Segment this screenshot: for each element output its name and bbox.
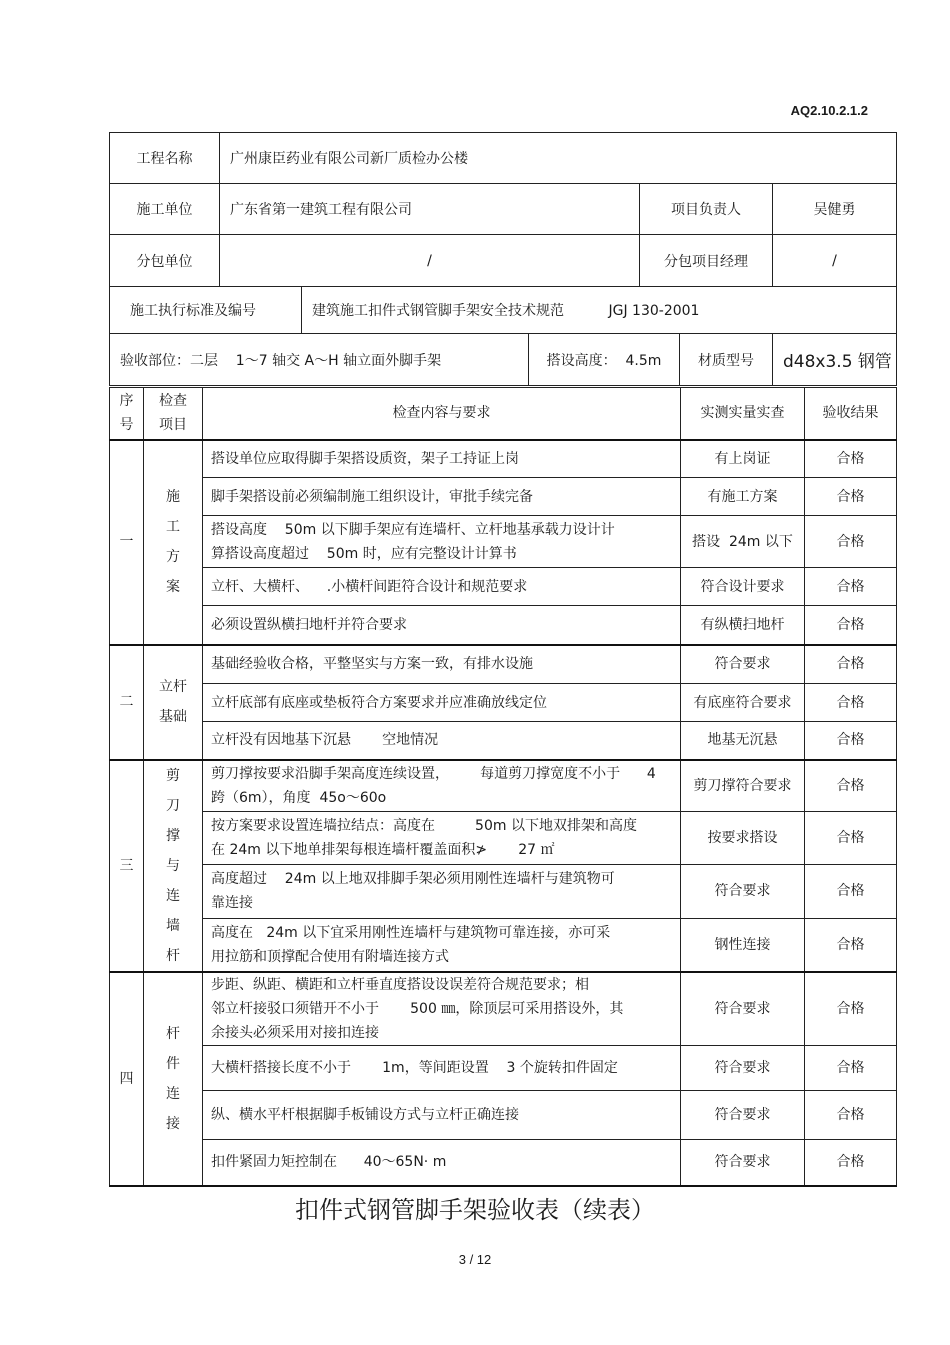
head-item: 检查 项目 (144, 388, 203, 440)
accept-part: 验收部位：二层 1～7 轴交 A～H 轴立面外脚手架 (110, 334, 529, 386)
actual-check: 符合要求 (681, 645, 805, 684)
check-content: 基础经验收合格，平整坚实与方案一致，有排水设施 (203, 645, 681, 684)
table-row (110, 440, 897, 478)
acceptance-result: 合格 (805, 568, 897, 606)
contractor: 广东省第一建筑工程有限公司 (220, 184, 640, 235)
table-row (110, 606, 897, 645)
actual-check: 按要求搭设 (681, 811, 805, 864)
table-row (110, 684, 897, 722)
actual-check: 钢性连接 (681, 918, 805, 971)
standard: 建筑施工扣件式钢管脚手架安全技术规范 JGJ 130-2001 (302, 287, 897, 334)
standard-label: 施工执行标准及编号 (110, 287, 302, 334)
section-number: 四 (110, 972, 144, 1187)
acceptance-result: 合格 (805, 478, 897, 516)
table-row (110, 478, 897, 516)
head-result: 验收结果 (805, 388, 897, 440)
actual-check: 符合要求 (681, 972, 805, 1046)
acceptance-result: 合格 (805, 1045, 897, 1090)
project-manager: 吴健勇 (773, 184, 897, 235)
subcontractor-label: 分包单位 (110, 235, 220, 287)
acceptance-result: 合格 (805, 1090, 897, 1139)
check-content: 大横杆搭接长度不小于 1m，等间距设置 3 个旋转扣件固定 (203, 1045, 681, 1090)
check-content: 立杆、大横杆、 .小横杆间距符合设计和规范要求 (203, 568, 681, 606)
table-row (110, 811, 897, 864)
table-row (110, 645, 897, 684)
actual-check: 有底座符合要求 (681, 684, 805, 722)
section-item: 立杆 基础 (144, 645, 203, 760)
material-label: 材质型号 (680, 334, 773, 386)
acceptance-result: 合格 (805, 865, 897, 918)
table-row (110, 972, 897, 1046)
height-label: 搭设高度： 4.5m (529, 334, 680, 386)
actual-check: 有施工方案 (681, 478, 805, 516)
check-content: 扣件紧固力矩控制在 40～65N· m (203, 1139, 681, 1186)
project-name-label: 工程名称 (110, 133, 220, 184)
check-content: 搭设单位应取得脚手架搭设质资，架子工持证上岗 (203, 440, 681, 478)
check-content: 必须设置纵横扫地杆并符合要求 (203, 606, 681, 645)
table-row (110, 918, 897, 971)
table-row (110, 1090, 897, 1139)
acceptance-result: 合格 (805, 606, 897, 645)
check-content: 剪刀撑按要求沿脚手架高度连续设置， 每道剪刀撑宽度不小于 4 跨（6m），角度 45o～60o (203, 760, 681, 812)
acceptance-result: 合格 (805, 972, 897, 1046)
section-number: 三 (110, 760, 144, 972)
table-row (110, 760, 897, 812)
acceptance-result: 合格 (805, 516, 897, 568)
table-row (110, 722, 897, 760)
acceptance-result: 合格 (805, 684, 897, 722)
page-number: 3 / 12 (458, 1252, 492, 1267)
actual-check: 符合要求 (681, 1045, 805, 1090)
check-content: 纵、横水平杆根据脚手板铺设方式与立杆正确连接 (203, 1090, 681, 1139)
acceptance-result: 合格 (805, 811, 897, 864)
section-number: 一 (110, 440, 144, 645)
inspection-table (109, 387, 897, 1187)
check-content: 立杆没有因地基下沉悬 空地情况 (203, 722, 681, 760)
project-manager-label: 项目负责人 (640, 184, 773, 235)
actual-check: 有纵横扫地杆 (681, 606, 805, 645)
document-code: AQ2.10.2.1.2 (790, 103, 868, 118)
actual-check: 搭设 24m 以下 (681, 516, 805, 568)
check-content: 高度超过 24m 以上地双排脚手架必须用刚性连墙杆与建筑物可 靠连接 (203, 865, 681, 918)
sub-manager-label: 分包项目经理 (640, 235, 773, 287)
table-row (110, 1045, 897, 1090)
check-content: 按方案要求设置连墙拉结点：高度在 50m 以下地双排架和高度 在 24m 以下地单排架每根连墙杆覆盖面积≯ 27 ㎡ (203, 811, 681, 864)
actual-check: 地基无沉悬 (681, 722, 805, 760)
actual-check: 符合设计要求 (681, 568, 805, 606)
table-row (110, 865, 897, 918)
actual-check: 符合要求 (681, 865, 805, 918)
actual-check: 剪刀撑符合要求 (681, 760, 805, 812)
head-actual: 实测实量实查 (681, 388, 805, 440)
table-row (110, 1139, 897, 1186)
footer-title: 扣件式钢管脚手架验收表（续表） (295, 1196, 655, 1224)
table-row (110, 516, 897, 568)
acceptance-result: 合格 (805, 918, 897, 971)
acceptance-result: 合格 (805, 645, 897, 684)
material: d48x3.5 钢管 (773, 334, 897, 386)
contractor-label: 施工单位 (110, 184, 220, 235)
header-table (109, 132, 897, 386)
actual-check: 符合要求 (681, 1139, 805, 1186)
head-no: 序 号 (110, 388, 144, 440)
check-content: 脚手架搭设前必须编制施工组织设计，审批手续完备 (203, 478, 681, 516)
table-row (110, 568, 897, 606)
head-content: 检查内容与要求 (203, 388, 681, 440)
sub-manager: / (773, 235, 897, 287)
project-name: 广州康臣药业有限公司新厂质检办公楼 (220, 133, 897, 184)
check-content: 高度在 24m 以下宜采用刚性连墙杆与建筑物可靠连接，亦可采 用拉筋和顶撑配合使用有附墙连接方式 (203, 918, 681, 971)
section-number: 二 (110, 645, 144, 760)
actual-check: 符合要求 (681, 1090, 805, 1139)
check-content: 立杆底部有底座或垫板符合方案要求并应准确放线定位 (203, 684, 681, 722)
section-item: 施 工 方 案 (144, 440, 203, 645)
acceptance-result: 合格 (805, 760, 897, 812)
acceptance-result: 合格 (805, 722, 897, 760)
section-item: 剪 刀 撑 与 连 墙 杆 (144, 760, 203, 972)
check-content: 搭设高度 50m 以下脚手架应有连墙杆、立杆地基承载力设计计 算搭设高度超过 50m 时，应有完整设计计算书 (203, 516, 681, 568)
actual-check: 有上岗证 (681, 440, 805, 478)
check-content: 步距、纵距、横距和立杆垂直度搭设设误差符合规范要求；相 邻立杆接驳口须错开不小于 500 ㎜，除顶层可采用搭设外，其 余接头必须采用对接扣连接 (203, 972, 681, 1046)
acceptance-result: 合格 (805, 1139, 897, 1186)
section-item: 杆 件 连 接 (144, 972, 203, 1187)
subcontractor: / (220, 235, 640, 287)
acceptance-result: 合格 (805, 440, 897, 478)
